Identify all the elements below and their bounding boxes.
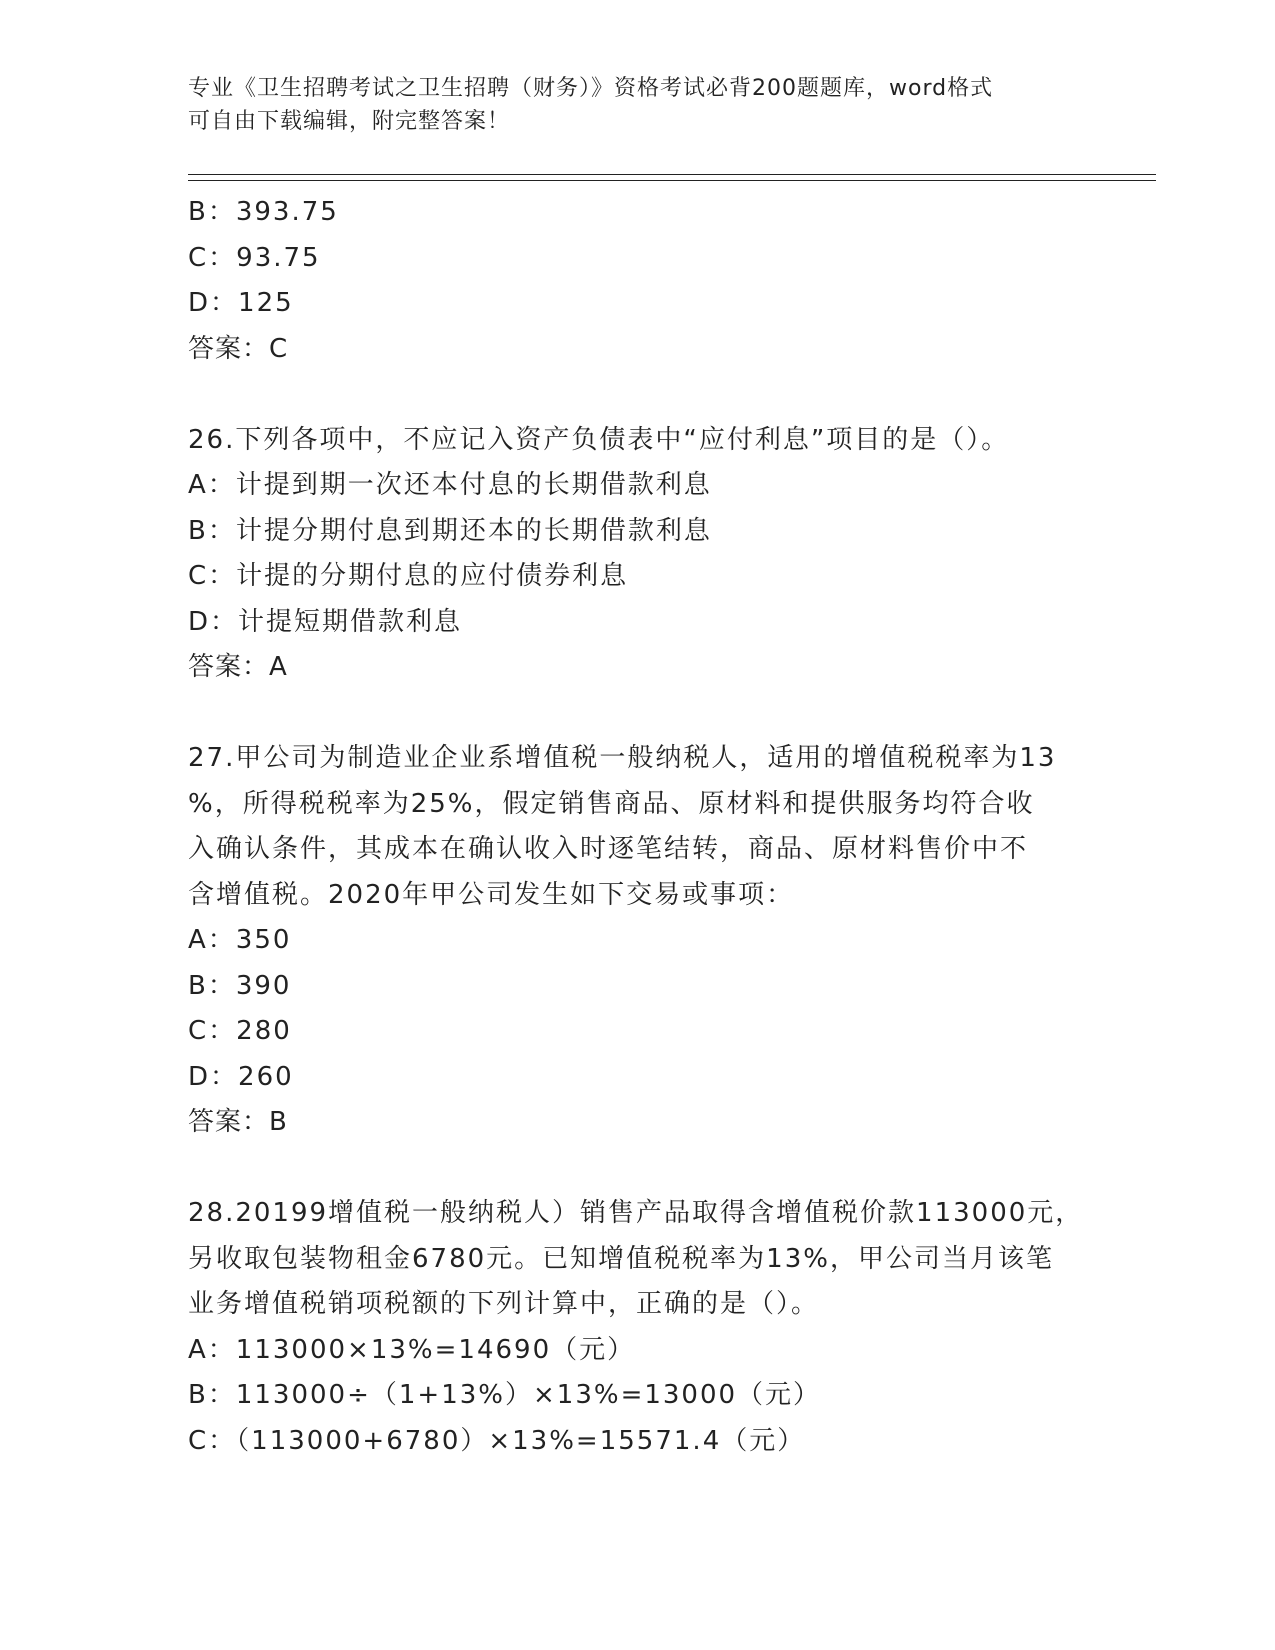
- question-text: %，所得税税率为25%，假定销售商品、原材料和提供服务均符合收: [188, 788, 1035, 819]
- document-body: [188, 190, 1088, 1464]
- option-d: D：260: [188, 1061, 294, 1092]
- question-text: 含增值税。2020年甲公司发生如下交易或事项：: [188, 879, 795, 910]
- option-a: A：113000×13%=14690（元）: [188, 1334, 636, 1365]
- option-b: B：393.75: [188, 197, 339, 227]
- question-block: [188, 736, 1088, 1146]
- option-c: C：计提的分期付息的应付债券利息: [188, 561, 629, 591]
- option-a: A：350: [188, 925, 292, 955]
- question-text: 业务增值税销项税额的下列计算中，正确的是（）。: [188, 1289, 820, 1319]
- answer-line: 答案：A: [188, 652, 288, 682]
- spacer: [188, 691, 1088, 737]
- option-c: C：280: [188, 1016, 292, 1046]
- option-c: C：93.75: [188, 242, 321, 273]
- option-b: B：计提分期付息到期还本的长期借款利息: [188, 515, 712, 546]
- option-d: D：计提短期借款利息: [188, 606, 463, 637]
- question-block: [188, 418, 1088, 691]
- question-block: [188, 1191, 1088, 1464]
- option-b: B：113000÷（1+13%）×13%=13000（元）: [188, 1380, 822, 1410]
- question-text: 26.下列各项中，不应记入资产负债表中“应付利息”项目的是（）。: [188, 424, 1010, 455]
- option-a: A：计提到期一次还本付息的长期借款利息: [188, 470, 712, 500]
- header-rule: [188, 174, 1156, 175]
- spacer: [188, 372, 1088, 418]
- answer-line: 答案：C: [188, 333, 289, 364]
- question-text: 27.甲公司为制造业企业系增值税一般纳税人，适用的增值税税率为13: [188, 743, 1057, 773]
- header-rule: [188, 180, 1156, 181]
- header-line: 可自由下载编辑，附完整答案！: [188, 109, 511, 134]
- spacer: [188, 1146, 1088, 1192]
- option-d: D：125: [188, 288, 294, 318]
- question-block: [188, 190, 1088, 372]
- document-header: [188, 72, 1068, 138]
- answer-line: 答案：B: [188, 1107, 288, 1137]
- question-text: 28.20199增值税一般纳税人）销售产品取得含增值税价款113000元，: [188, 1198, 1084, 1228]
- option-b: B：390: [188, 970, 292, 1001]
- question-text: 另收取包装物租金6780元。已知增值税税率为13%，甲公司当月该笔: [188, 1243, 1054, 1274]
- header-line: 专业《卫生招聘考试之卫生招聘（财务）》资格考试必背200题题库，word格式: [188, 76, 994, 101]
- option-c: C：（113000+6780）×13%=15571.4（元）: [188, 1425, 806, 1456]
- question-text: 入确认条件，其成本在确认收入时逐笔结转，商品、原材料售价中不: [188, 834, 1029, 864]
